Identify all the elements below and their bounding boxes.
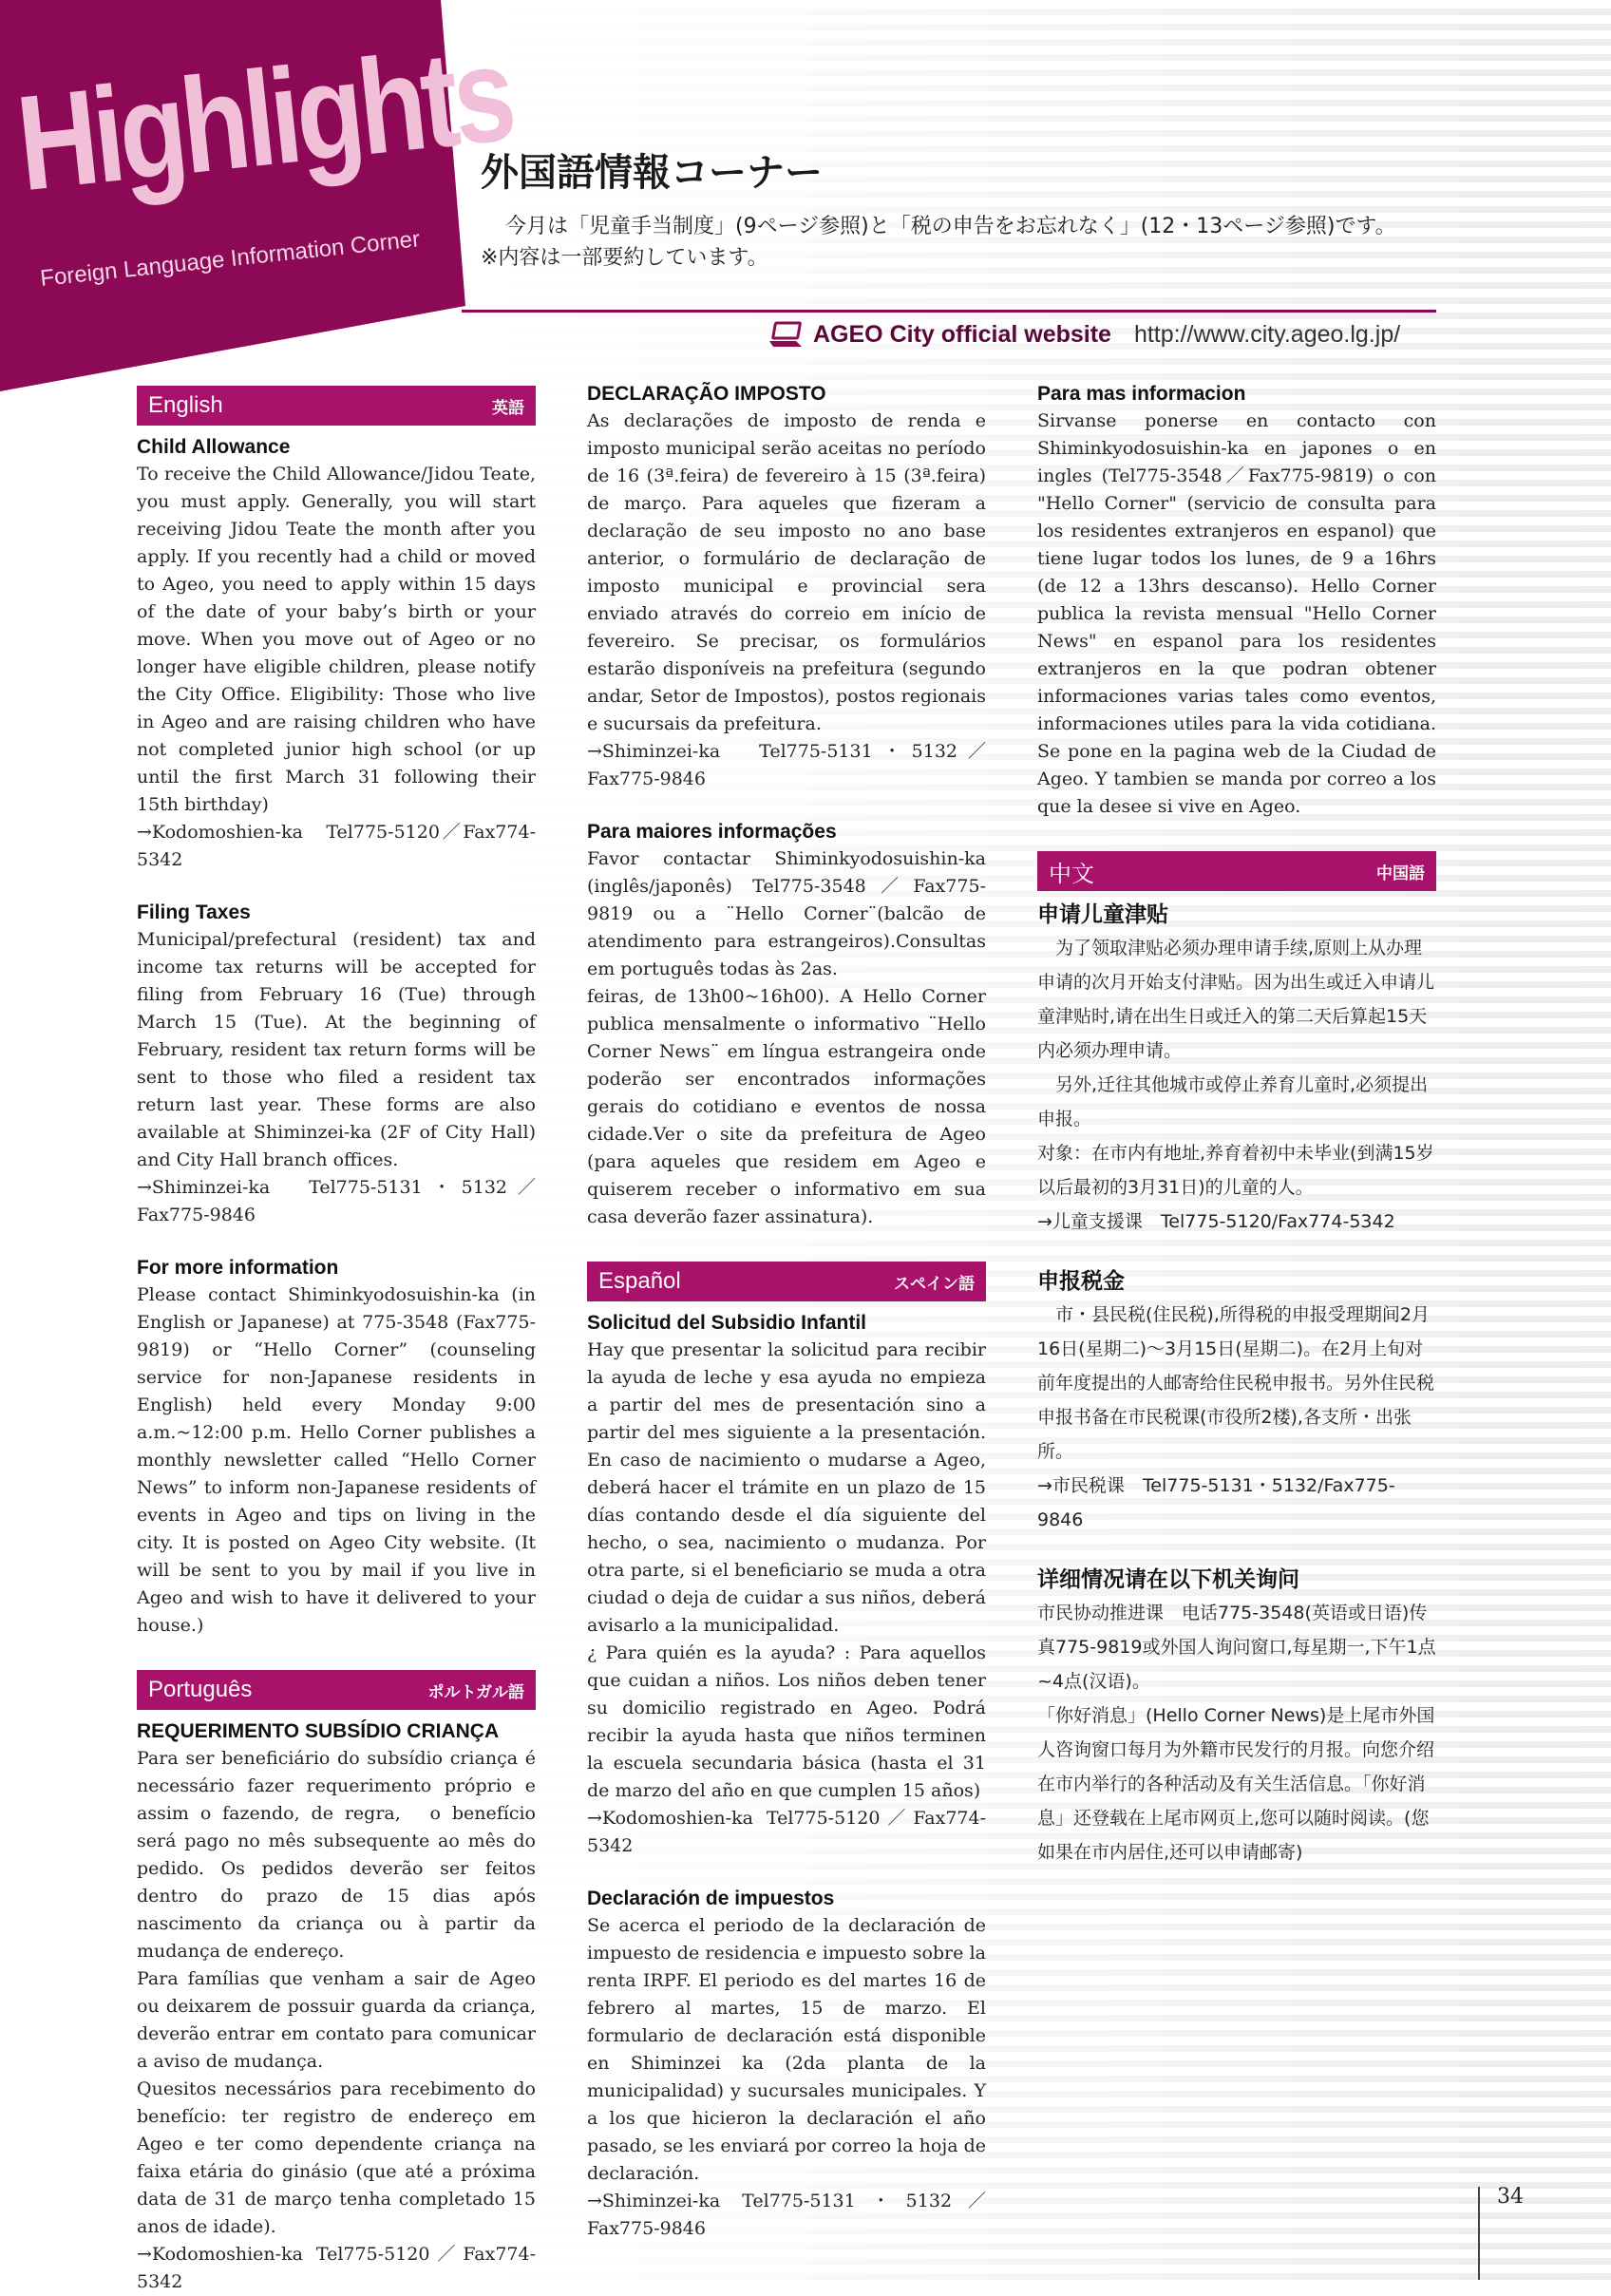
- column-middle: [587, 380, 986, 2243]
- body-filing-taxes: Municipal/prefectural (resident) tax and income tax returns will be accepted for filing from February 16 (Tue) through March 15 (Tue). At the beginning of February, resident tax return forms will be sent to those who filed a resident tax return last year. These forms are also available at Shiminzei-ka (2F of City Hall) and City Hall branch offices. →Shiminzei-ka Tel775-5131・5132／Fax775-9846: [137, 929, 536, 1225]
- website-url[interactable]: http://www.city.ageo.lg.jp/: [1133, 320, 1401, 348]
- heading-requerimento: REQUERIMENTO SUBSÍDIO CRIANÇA: [137, 1720, 500, 1742]
- section-name: English: [148, 392, 223, 418]
- column-left: [137, 380, 536, 2296]
- heading-declaracao-imposto: DECLARAÇÃO IMPOSTO: [587, 383, 826, 405]
- section-name-jp: ポルトガル語: [427, 1682, 524, 1702]
- heading-more-info-zh: 详细情况请在以下机关询问: [1037, 1567, 1299, 1592]
- website-label: AGEO City official website: [813, 320, 1111, 348]
- section-name-jp: 中国語: [1376, 863, 1425, 883]
- heading-maiores-informacoes: Para maiores informações: [587, 821, 837, 843]
- section-name-jp: 英語: [492, 398, 524, 418]
- laptop-icon: [768, 320, 806, 349]
- body-child-allowance-zh: 为了领取津贴必须办理申请手续,原则上从办理申请的次月开始支付津贴。因为出生或迁入申请儿童津贴时,请在出生日或迁入的第二天后算起15天内必须办理申请。 另外,迁往其他城市或停止养育儿童时,必须提出申报。 对象：在市内有地址,养育着初中未毕业(到满15岁以后最初的3月31日)的儿童的人。 →儿童支援课 Tel775-5120/Fax774-5342: [1037, 938, 1435, 1232]
- heading-child-allowance: Child Allowance: [137, 436, 291, 458]
- body-maiores-informacoes: Favor contactar Shiminkyodosuishin-ka (inglês/japonês) Tel775-3548／Fax775-9819 ou a ¨Hello Corner¨(balcão de atendimento para estrangeiros).Consultas em português todas às 2as. feiras, de 13h00~16h00). A Hello Corner publica mensalmente o informativo ¨Hello Corner News¨ em língua estrangeira onde poderão ser encontrados informações gerais do cotidiano e eventos de nossa cidade.Ver o site da prefeitura de Ageo (para aqueles que residem em Ageo e quiserem receber o informativo em sua casa deverão fazer assinatura).: [587, 848, 986, 1227]
- body-requerimento: Para ser beneficiário do subsídio criança é necessário fazer requerimento próprio e assim o fazendo, de regra, o benefício será pago no mês subsequente ao mês do pedido. Os pedidos deverão ser feitos dentro do prazo de 15 dias após nascimento da criança ou à partir da mudança de endereço. Para famílias que venham a sair de Ageo ou deixarem de possuir guarda da criança, deverão entrar em contato para comunicar a aviso de mudança. Quesitos necessários para recebimento do benefício: ter registro de endereço em Ageo e ter como dependente criança na faixa etária do ginásio (que até a próxima data de 31 de março tenha completado 15 anos de idade). →Kodomoshien-ka Tel775-5120／Fax774-5342: [137, 1748, 536, 2292]
- section-bar-english: [137, 386, 536, 426]
- body-more-info-zh: 市民协动推进课 电话775-3548(英语或日语)传真775-9819或外国人询问窗口,每星期一,下午1点~4点(汉语)。 「你好消息」(Hello Corner News)是上尾市外国人咨询窗口每月为外籍市民发行的月报。向您介绍在市内举行的各种活动及有关生活信息。「你好消息」还登载在上尾市网页上,您可以随时阅读。(您如果在市内居住,还可以申请邮寄): [1037, 1603, 1436, 1863]
- section-bar-zhongwen: [1037, 851, 1436, 891]
- header-rule: [462, 310, 1436, 313]
- body-more-info: Please contact Shiminkyodosuishin-ka (in English or Japanese) at 775-3548 (Fax775-9819) or “Hello Corner” (counseling service for non-Japanese residents in English) held every Monday 9:00 a.m.~12:00 p.m. Hello Corner publishes a monthly newsletter called “Hello Corner News” to inform non-Japanese residents of events in Ageo and tips on living in the city. It is posted on Ageo City website. (It will be sent to you by mail if you live in Ageo and wish to have it delivered to your house.): [137, 1284, 536, 1636]
- section-name-jp: スペイン語: [894, 1274, 975, 1294]
- intro-line-1: 今月は「児童手当制度」(9ページ参照)と「税の申告をお忘れなく」(12・13ページ参照)です。: [505, 215, 1396, 238]
- section-bar-portugues: [137, 1670, 536, 1710]
- heading-tax-zh: 申报税金: [1037, 1269, 1125, 1294]
- body-declaracao-imposto: As declarações de imposto de renda e imposto municipal serão aceitas no período de 16 (3ª.feira) de fevereiro à 15 (3ª.feira) de março. Para aqueles que fizeram a declaração de seu imposto no ano base anterior, o formulário de declaração de imposto municipal e provincial sera enviado através do correio em início de fevereiro. Se precisar, os formulários estarão disponíveis na prefeitura (segundo andar, Setor de Impostos), postos regionais e sucursais da prefeitura. →Shiminzei-ka Tel775-5131・5132／Fax775-9846: [587, 410, 986, 789]
- body-tax-zh: 市・县民税(住民税),所得税的申报受理期间2月16日(星期二)～3月15日(星期二)。在2月上旬对前年度提出的人邮寄给住民税申报书。另外住民税申报书备在市民税课(市役所2楼),各支所・出张所。 →市民税课 Tel775-5131・5132/Fax775-9846: [1037, 1304, 1435, 1530]
- body-declaracion-impuestos: Se acerca el periodo de la declaración de impuesto de residencia e impuesto sobre la renta IRPF. El periodo es del martes 16 de febrero al martes, 15 de marzo. El formulario de declaración está disponible en Shiminzei ka (2da planta de la municipalidad) y sucursales municipales. Y a los que hicieron la declaración el año pasado, se les enviará por correo la hoja de declaración. →Shiminzei-ka Tel775-5131・5132／Fax775-9846: [587, 1915, 986, 2239]
- section-bar-espanol: [587, 1262, 986, 1301]
- page-number-rule: [1478, 2187, 1480, 2280]
- intro-text: [481, 211, 1450, 274]
- badge-subtitle: Foreign Language Information Corner: [39, 226, 422, 293]
- section-name: 中文: [1049, 861, 1094, 887]
- section-name: Português: [148, 1677, 253, 1702]
- page-title: 外国語情報コーナー: [481, 151, 823, 195]
- column-right: [1037, 380, 1436, 1869]
- heading-mas-informacion: Para mas informacion: [1037, 383, 1246, 405]
- official-website-link[interactable]: [768, 317, 1400, 351]
- heading-solicitud-subsidio: Solicitud del Subsidio Infantil: [587, 1312, 866, 1334]
- intro-line-2: ※内容は一部要約しています。: [481, 246, 768, 270]
- highlights-title: Highlights: [10, 17, 519, 220]
- body-mas-informacion: Sirvanse ponerse en contacto con Shiminkyodosuishin-ka en japones o en ingles (Tel775-3548／Fax775-9819) o con "Hello Corner" (servicio de consulta para los residentes extranjeros en espanol) que tiene lugar todos los lunes, de 9 a 16hrs (de 12 a 13hrs descanso). Hello Corner publica la revista mensual "Hello Corner News" en espanol para los residentes extranjeros en la que podran obtener informaciones varias tales como eventos, informaciones utiles para la vida cotidiana. Se pone en la pagina web de la Ciudad de Ageo. Y tambien se manda por correo a los que la desee si vive en Ageo.: [1037, 410, 1436, 817]
- page-number: 34: [1497, 2185, 1524, 2209]
- heading-child-allowance-zh: 申请儿童津贴: [1037, 902, 1168, 927]
- heading-declaracion-impuestos: Declaración de impuestos: [587, 1888, 835, 1909]
- section-name: Español: [598, 1268, 681, 1294]
- heading-more-info: For more information: [137, 1257, 339, 1279]
- body-solicitud-subsidio: Hay que presentar la solicitud para recibir la ayuda de leche y esa ayuda no empieza a partir del mes de presentación sino a partir del mes siguiente a la presentación. En caso de nacimiento o mudarse a Ageo, deberá hacer el trámite en un plazo de 15 días contando desde el día siguiente del hecho, o sea, nacimiento o mudanza. Por otra parte, si el beneficiario se muda a otra ciudad o deja de cuidar a sus niños, deberá avisarlo a la municipalidad. ¿ Para quién es la ayuda? : Para aquellos que cuidan a niños. Los niños deben tener su domicilio registrado en Ageo. Podrá recibir la ayuda hasta que niños terminen la escuela secundaria básica (hasta el 31 de marzo del año en que cumplen 15 años) →Kodomoshien-ka Tel775-5120／Fax774-5342: [587, 1339, 986, 1856]
- heading-filing-taxes: Filing Taxes: [137, 901, 251, 923]
- body-child-allowance: To receive the Child Allowance/Jidou Teate, you must apply. Generally, you will start receiving Jidou Teate the month after you apply. If you recently had a child or moved to Ageo, you need to apply within 15 days of the date of your baby’s birth or your move. When you move out of Ageo or no longer have eligible children, please notify the City Office. Eligibility: Those who live in Ageo and are raising children who have not completed junior high school (or up until the first March 31 following their 15th birthday) →Kodomoshien-ka Tel775-5120／Fax774-5342: [137, 464, 536, 870]
